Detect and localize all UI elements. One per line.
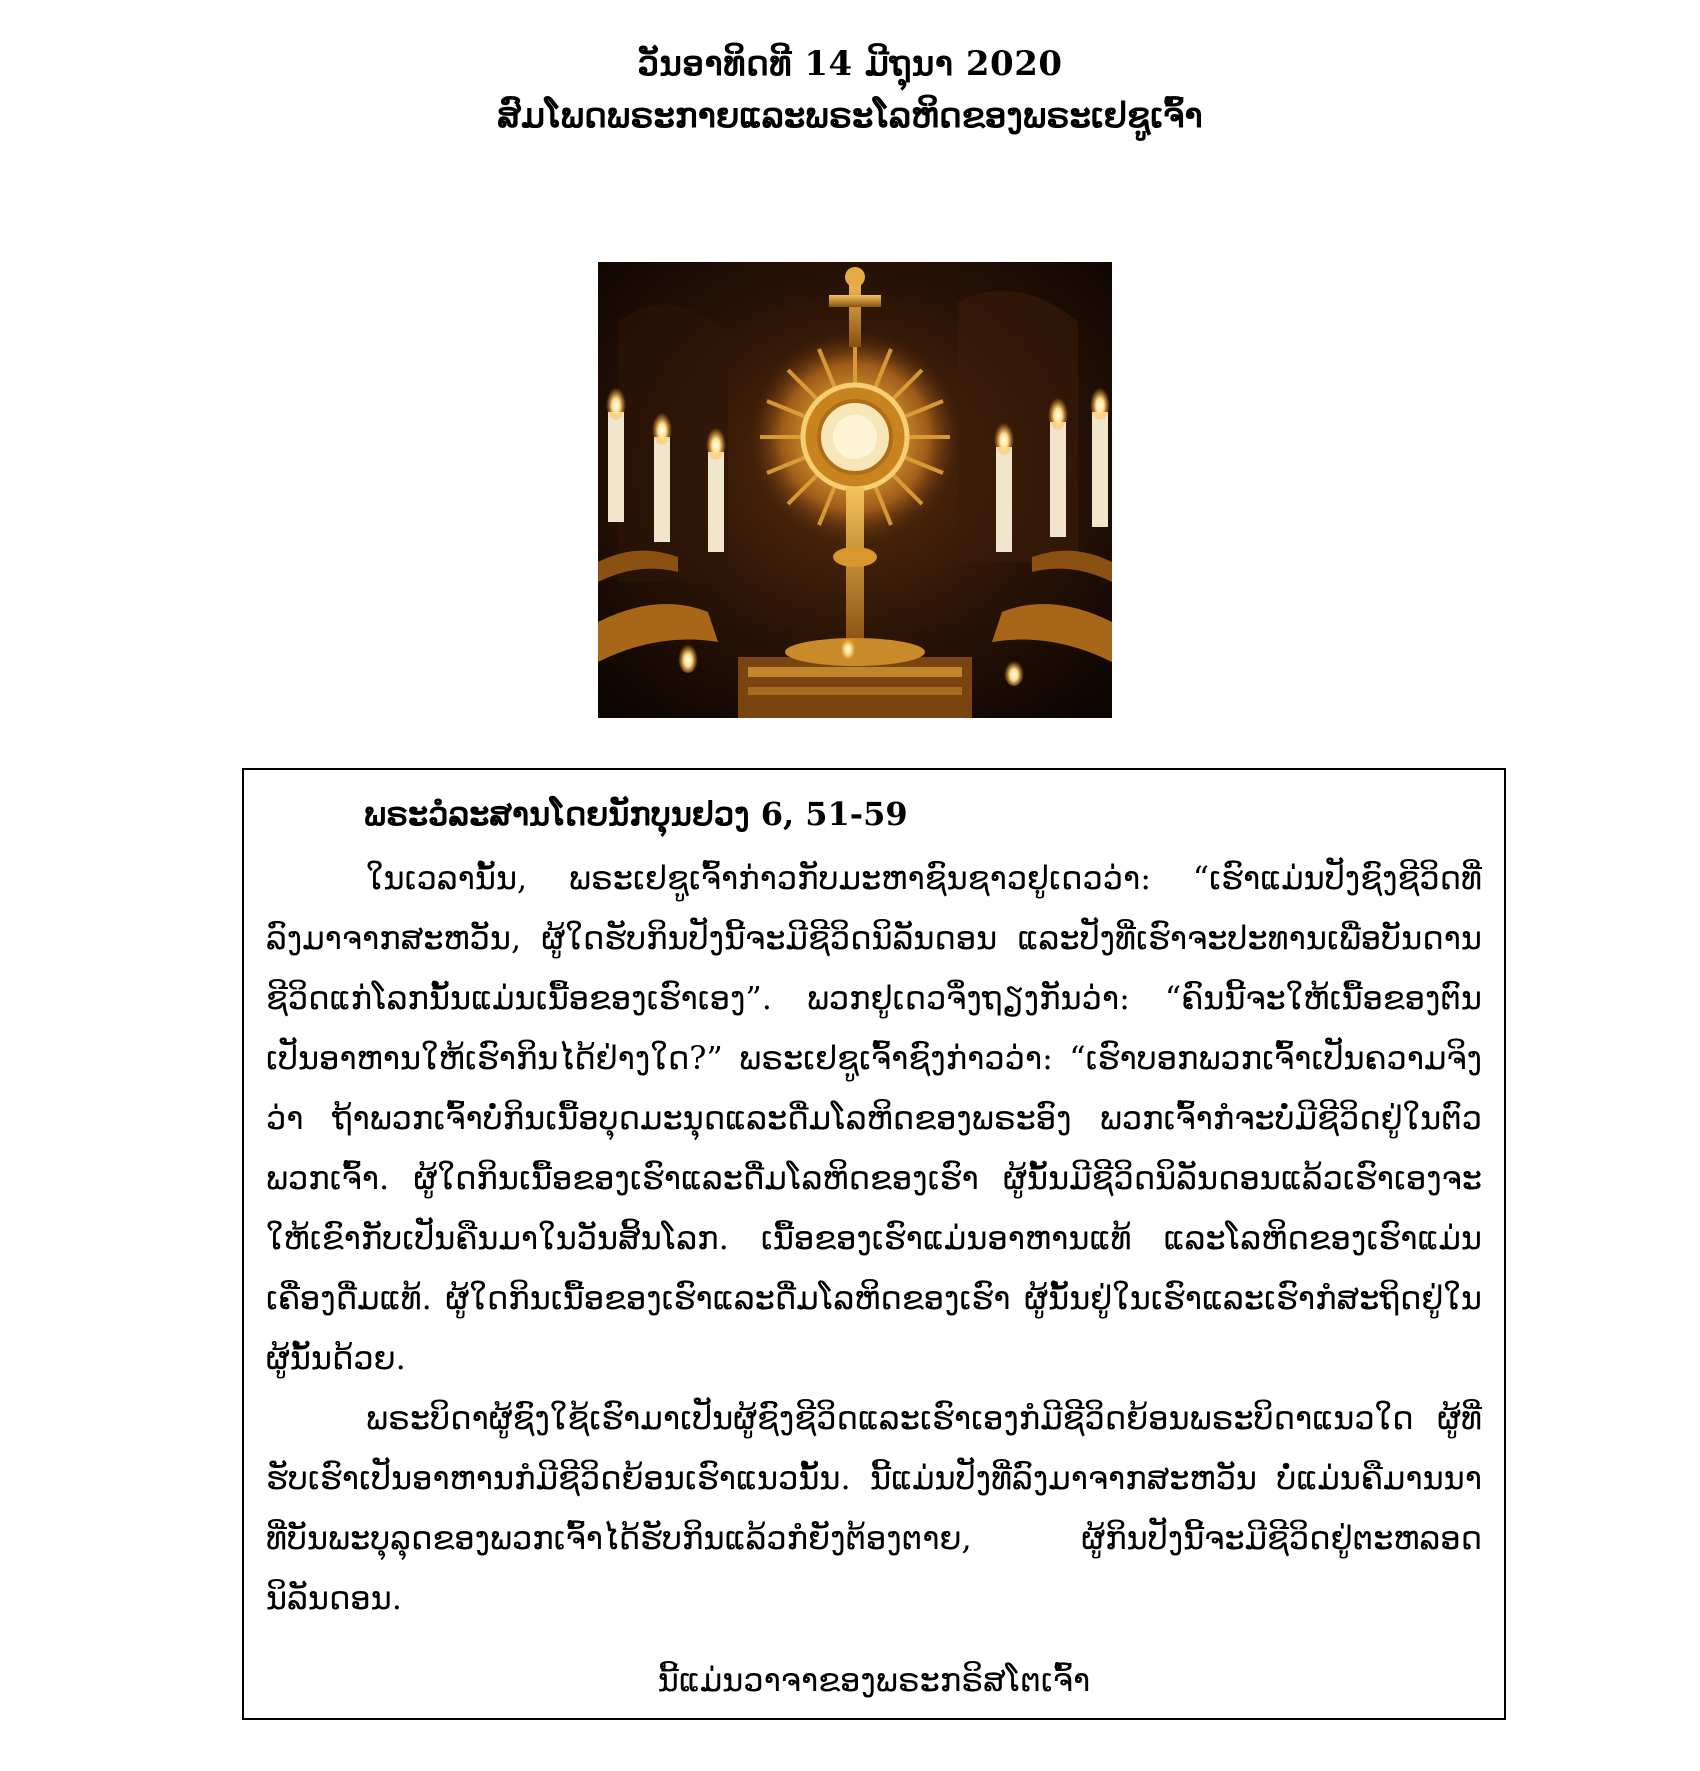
page-title: ວັນອາທິດທີ 14 ມີຖຸນາ 2020 [637, 44, 1063, 84]
reading-paragraph-1: ໃນເວລານັ້ນ, ພຣະເຢຊູເຈົ້າກ່າວກັບມະຫາຊົນຊາວຢູເດວວ່າ: “ເຮົາແມ່ນປັງຊົງຊີວິດທີ່ລົງມາຈາກສະຫວັນ, ຜູ້ໃດຮັບກິນປັງນີ້ຈະມີຊີວິດນິລັນດອນ ແລະປັງທີ່ເຮົາຈະປະທານເພື່ອບັນດານຊີວິດແກ່ໂລກນັ້ນແມ່ນເນື້ອຂອງເຮົາເອງ”. ພວກຢູເດວຈຶ່ງຖຽງກັນວ່າ: “ຄົນນີ້ຈະໃຫ້ເນື້ອຂອງຕົນເປັນອາຫານໃຫ້ເຮົາກິນໄດ້ຢ່າງໃດ?” ພຣະເຢຊູເຈົ້າຊົງກ່າວວ່າ: “ເຮົາບອກພວກເຈົ້າເປັນຄວາມຈິງວ່າ ຖ້າພວກເຈົ້າບໍ່ກິນເນື້ອບຸດມະນຸດແລະດື່ມໂລຫິດຂອງພຣະອົງ ພວກເຈົ້າກໍຈະບໍ່ມີຊີວິດຢູ່ໃນຕົວພວກເຈົ້າ. ຜູ້ໃດກິນເນື້ອຂອງເຮົາແລະດື່ມໂລຫິດຂອງເຮົາ ຜູ້ນັ້ນມີຊີວິດນິລັນດອນແລ້ວເຮົາເອງຈະໃຫ້ເຂົາກັບເປັນຄືນມາໃນວັນສິ້ນໂລກ. ເນື້ອຂອງເຮົາແມ່ນອາຫານແທ້ ແລະໂລຫິດຂອງເຮົາແມ່ນເຄື່ອງດື່ມແທ້. ຜູ້ໃດກິນເນື້ອຂອງເຮົາແລະດື່ມໂລຫິດຂອງເຮົາ ຜູ້ນັ້ນຢູ່ໃນເຮົາແລະເຮົາກໍສະຖິດຢູ່ໃນຜູ້ນັ້ນດ້ວຍ. [266, 859, 1482, 1377]
gospel-reading-box [242, 768, 1506, 1720]
reading-paragraph-2: ພຣະບິດາຜູ້ຊົງໃຊ້ເຮົາມາເປັນຜູ້ຊົງຊີວິດແລະເຮົາເອງກໍມີຊີວິດຍ້ອນພຣະບິດາແນວໃດ ຜູ້ທີ່ຮັບເຮົາເປັນອາຫານກໍມີຊີວິດຍ້ອນເຮົາແນວນັ້ນ. ນີ້ແມ່ນປັງທີ່ລົງມາຈາກສະຫວັນ ບໍ່ແມ່ນຄືມານນາທີ່ບັນພະບຸລຸດຂອງພວກເຈົ້າໄດ້ຮັບກິນແລ້ວກໍຍັງຕ້ອງຕາຍ, ຜູ້ກິນປັງນີ້ຈະມີຊີວິດຢູ່ຕະຫລອດນິລັນດອນ. [266, 1399, 1482, 1617]
page-header [0, 38, 1700, 142]
page-subtitle: ສົມໂພດພຣະກາຍແລະພຣະໂລຫິດຂອງພຣະເຢຊູເຈົ້າ [497, 96, 1203, 136]
reading-body [266, 848, 1482, 1628]
reading-heading: ພຣະວໍລະສານໂດຍນັກບຸນຢວງ 6, 51-59 [364, 795, 908, 833]
monstrance-photo-drawing [598, 262, 1112, 718]
closing-line: ນີ້ແມ່ນວາຈາຂອງພຣະກຣິສໂຕເຈົ້າ [657, 1661, 1091, 1699]
monstrance-with-candles-photo [598, 262, 1112, 718]
